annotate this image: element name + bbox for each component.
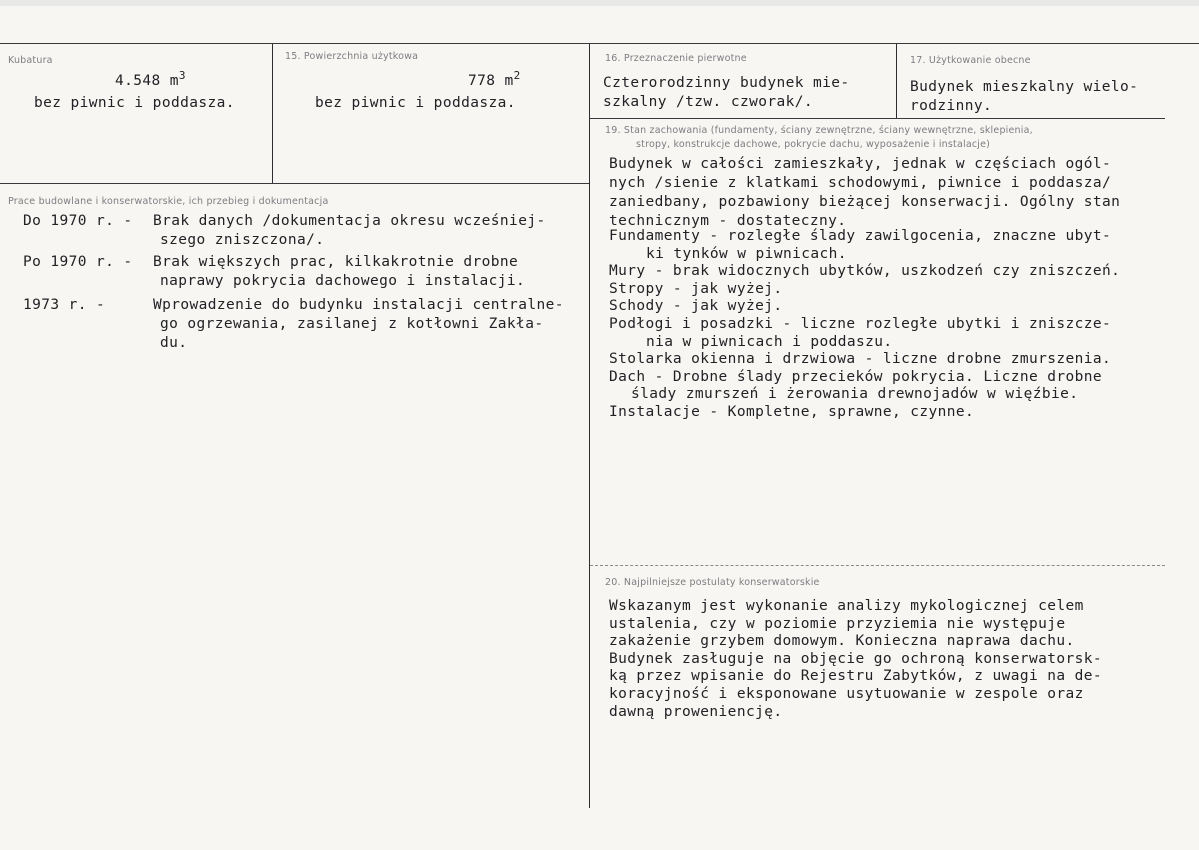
text-line: rodzinny.: [910, 98, 993, 114]
area-value: 778 $m^2$: [468, 69, 521, 89]
text-line: Budynek zasługuje na objęcie go ochroną konserwatorsk-: [609, 650, 1103, 667]
text-line: zaniedbany, pozbawiony bieżącej konserwacji. Ogólny stan: [609, 194, 1121, 210]
text-line: Fundamenty - rozległe ślady zawilgocenia, znaczne ubyt-: [609, 228, 1112, 244]
entry-line: Brak większych prac, kilkakrotnie drobne: [153, 254, 519, 270]
text-line: Mury - brak widocznych ubytków, uszkodzeń czy zniszczeń.: [609, 263, 1121, 280]
current-use-text: [910, 78, 1138, 116]
volume-note: bez piwnic i poddasza.: [34, 95, 235, 111]
condition-label-line2: stropy, konstrukcje dachowe, pokrycie dachu, wyposażenie i instalacje): [636, 139, 991, 150]
text-line: koracyjność i eksponowane usytuowanie w zespole oraz: [609, 685, 1084, 702]
text-line: Instalacje - Kompletne, sprawne, czynne.: [609, 403, 975, 420]
entry-line: du.: [160, 335, 188, 351]
entry-line: Wprowadzenie do budynku instalacji centralne-: [153, 297, 564, 313]
text-line: nych /sienie z klatkami schodowymi, piwnice i poddasza/: [609, 175, 1112, 191]
postulates-text: [609, 598, 1102, 721]
text-line: Stolarka okienna i drzwiowa - liczne drobne zmurszenia.: [609, 351, 1112, 368]
text-line: Podłogi i posadzki - liczne rozległe ubytki i zniszcze-: [609, 315, 1112, 332]
text-line: Stropy - jak wyżej.: [609, 280, 783, 297]
text-line: ślady zmurszeń i żerowania drewnojadów w więźbie.: [631, 386, 1079, 403]
current-use-label: 17. Użytkowanie obecne: [910, 55, 1031, 66]
original-purpose-text: [603, 74, 850, 112]
condition-paragraph-1: [609, 155, 1120, 231]
entry-line: Brak danych /dokumentacja okresu wcześniej-: [153, 213, 546, 229]
divider-purpose-use: [896, 43, 897, 118]
text-line: ki tynków w piwnicach.: [646, 245, 847, 262]
text-line: ustalenia, czy w poziomie przyziemia nie występuje: [609, 615, 1066, 632]
text-line: Schody - jak wyżej.: [609, 298, 783, 315]
volume-label: Kubatura: [8, 55, 53, 66]
entry-line: szego zniszczona/.: [160, 232, 325, 248]
original-purpose-label: 16. Przeznaczenie pierwotne: [605, 53, 747, 64]
works-top-rule: [0, 183, 590, 184]
text-line: Budynek w całości zamieszkały, jednak w częściach ogól-: [609, 156, 1112, 172]
entry-date: Do 1970 r. -: [23, 213, 133, 229]
entry-line: naprawy pokrycia dachowego i instalacji.: [160, 273, 526, 289]
text-line: Dach - Drobne ślady przecieków pokrycia. Liczne drobne: [609, 368, 1103, 385]
postulates-top-rule: [590, 565, 1165, 566]
text-line: ką przez wpisanie do Rejestru Zabytków, z uwagi na de-: [609, 668, 1103, 685]
entry-line: go ogrzewania, zasilanej z kotłowni Zakła-: [160, 316, 544, 332]
text-line: Wskazanym jest wykonanie analizy mykologicznej celem: [609, 598, 1084, 614]
text-line: dawną proweniencję.: [609, 703, 783, 720]
text-line: szkalny /tzw. czworak/.: [603, 94, 813, 110]
postulates-label: 20. Najpilniejsze postulaty konserwatorskie: [605, 577, 820, 588]
text-line: Budynek mieszkalny wielo-: [910, 79, 1139, 95]
condition-label-line1: 19. Stan zachowania (fundamenty, ściany zewnętrzne, ściany wewnętrzne, sklepienia,: [605, 125, 1033, 136]
works-entry: [23, 296, 564, 353]
area-label: 15. Powierzchnia użytkowa: [285, 51, 419, 62]
text-line: nia w piwnicach i poddaszu.: [646, 333, 893, 350]
volume-value: 4.548 $m^3$: [115, 69, 186, 89]
area-note: bez piwnic i poddasza.: [315, 95, 516, 111]
works-label: Prace budowlane i konserwatorskie, ich przebieg i dokumentacja: [8, 196, 329, 207]
scan-top-edge: [0, 0, 1199, 6]
entry-date: 1973 r. -: [23, 297, 106, 313]
text-line: zakażenie grzybem domowym. Konieczna naprawa dachu.: [609, 633, 1075, 650]
works-entry: [23, 253, 525, 291]
text-line: technicznym - dostateczny.: [609, 213, 847, 229]
condition-top-rule: [590, 118, 1165, 119]
works-entry: [23, 212, 546, 250]
divider-main: [589, 43, 590, 808]
entry-date: Po 1970 r. -: [23, 254, 133, 270]
divider-volume-area: [272, 43, 273, 183]
top-rule: [0, 43, 1199, 44]
text-line: Czterorodzinny budynek mie-: [603, 75, 850, 91]
condition-paragraph-2: [609, 228, 1120, 422]
